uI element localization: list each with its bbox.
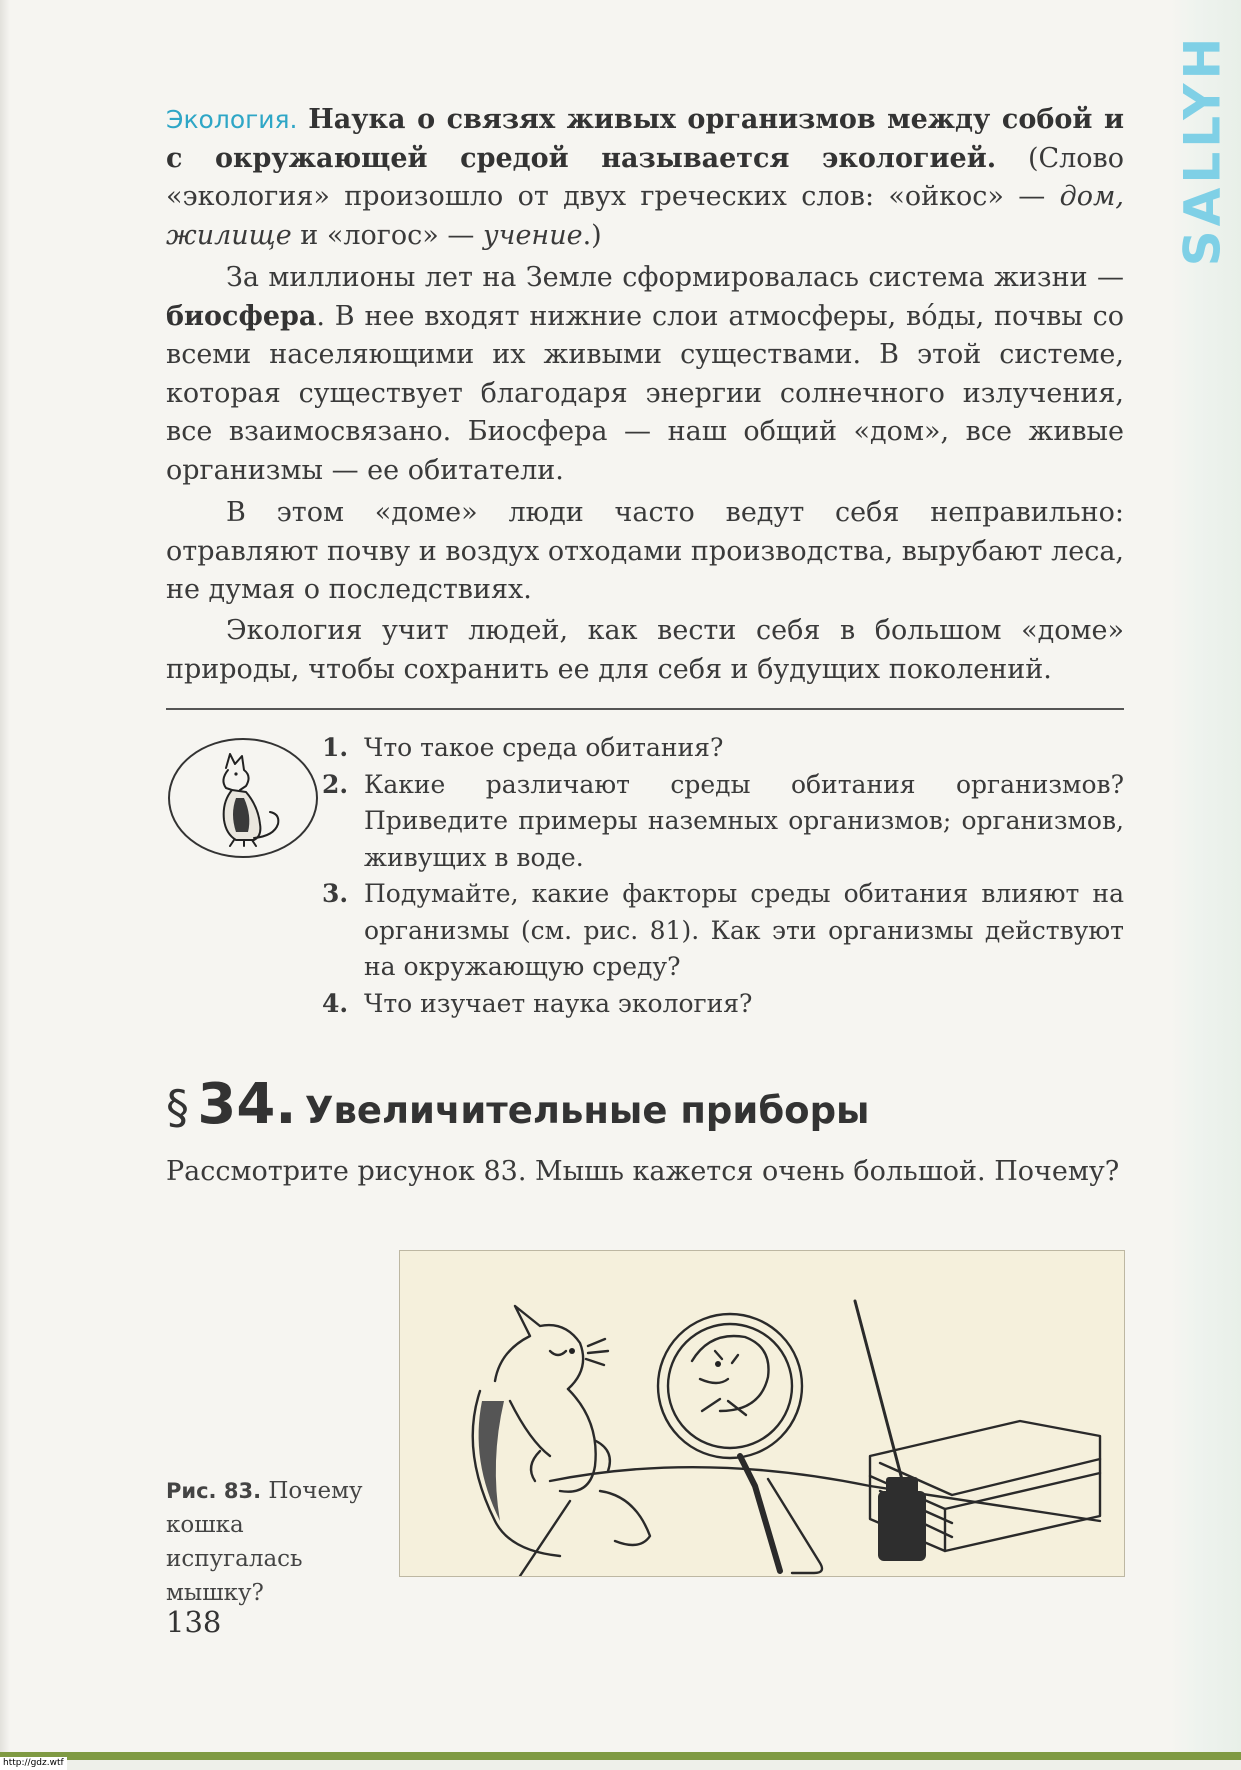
etymology-closing: .) [582, 219, 602, 251]
teaches-paragraph: Экология учит людей, как вести себя в большом «доме» природы, чтобы сохранить ее для себя и будущих поколений. [166, 615, 1124, 685]
source-url[interactable]: http://gdz.wtf [0, 1757, 67, 1770]
question-text: Что такое среда обитания? [364, 733, 724, 762]
figure-caption [166, 1474, 386, 1610]
page-number: 138 [166, 1605, 222, 1639]
question-number: 2. [322, 769, 349, 799]
bottom-strip [0, 1752, 1241, 1760]
question-item [322, 730, 1124, 767]
bottom-margin [0, 1760, 1241, 1770]
question-item [322, 876, 1124, 986]
section-mark: § [166, 1080, 189, 1134]
biosphere-after: . В нее входят нижние слои атмосферы, во́ды, почвы со всеми населяющими их живыми существами. В этой системе, которая существует благодаря энергии солнечного излучения, все взаимосвязано. Биосфера — наш общий «дом», все живые организмы — ее обитатели. [166, 300, 1124, 486]
question-text: Подумайте, какие факторы среды обитания влияют на организмы (см. рис. 81). Как эти организмы действуют на окружающую среду? [364, 879, 1124, 981]
question-number: 4. [322, 988, 349, 1018]
question-item [322, 767, 1124, 877]
etymology-intro: (Слово «экология» произошло от двух греческих слов: «ойкос» — [166, 142, 1124, 212]
intro-text: Рассмотрите рисунок 83. Мышь кажется очень большой. Почему? [166, 1156, 1120, 1187]
fox-icon [168, 738, 318, 858]
biosphere-paragraph [166, 259, 1124, 490]
side-logo [1172, 20, 1232, 280]
page-shadow [0, 0, 10, 1770]
caption-label: Рис. 83. [166, 1479, 262, 1503]
section-heading [166, 1072, 1124, 1137]
logos-and: и «логос» — [300, 219, 475, 251]
question-text: Какие различают среды обитания организмов? Приведите примеры наземных организмов; организмов, живущих в воде. [364, 769, 1124, 872]
oikos-meaning: дом, жилище [166, 181, 1124, 251]
logos-meaning: учение [483, 219, 583, 251]
biosphere-term: биосфера [166, 300, 317, 332]
question-number: 3. [322, 879, 349, 908]
biosphere-before: За миллионы лет на Земле сформировалась система жизни — [226, 262, 1124, 293]
ecology-term: Экология. [166, 105, 298, 134]
question-number: 1. [322, 733, 349, 762]
figure-83 [399, 1250, 1125, 1577]
home-paragraph: В этом «доме» люди часто ведут себя неправильно: отравляют почву и воздух отходами производства, вырубают леса, не думая о последствиях. [166, 497, 1124, 605]
review-questions [322, 730, 1124, 1022]
question-item [322, 986, 1124, 1023]
question-text: Что изучает наука экология? [364, 988, 753, 1018]
caption-text: Почему кошка испугалась мышку? [166, 1478, 363, 1606]
side-logo-text: SALLYH [1173, 33, 1232, 267]
section-number: 34. [197, 1072, 297, 1137]
ecology-definition: Наука о связях живых организмов между собой и с окружающей средой называется экологией. [166, 104, 1124, 174]
ecology-paragraph [166, 101, 1124, 255]
section-divider [166, 708, 1124, 710]
section-title: Увеличительные приборы [304, 1089, 870, 1132]
cat-magnifier-illustration [400, 1251, 1124, 1576]
